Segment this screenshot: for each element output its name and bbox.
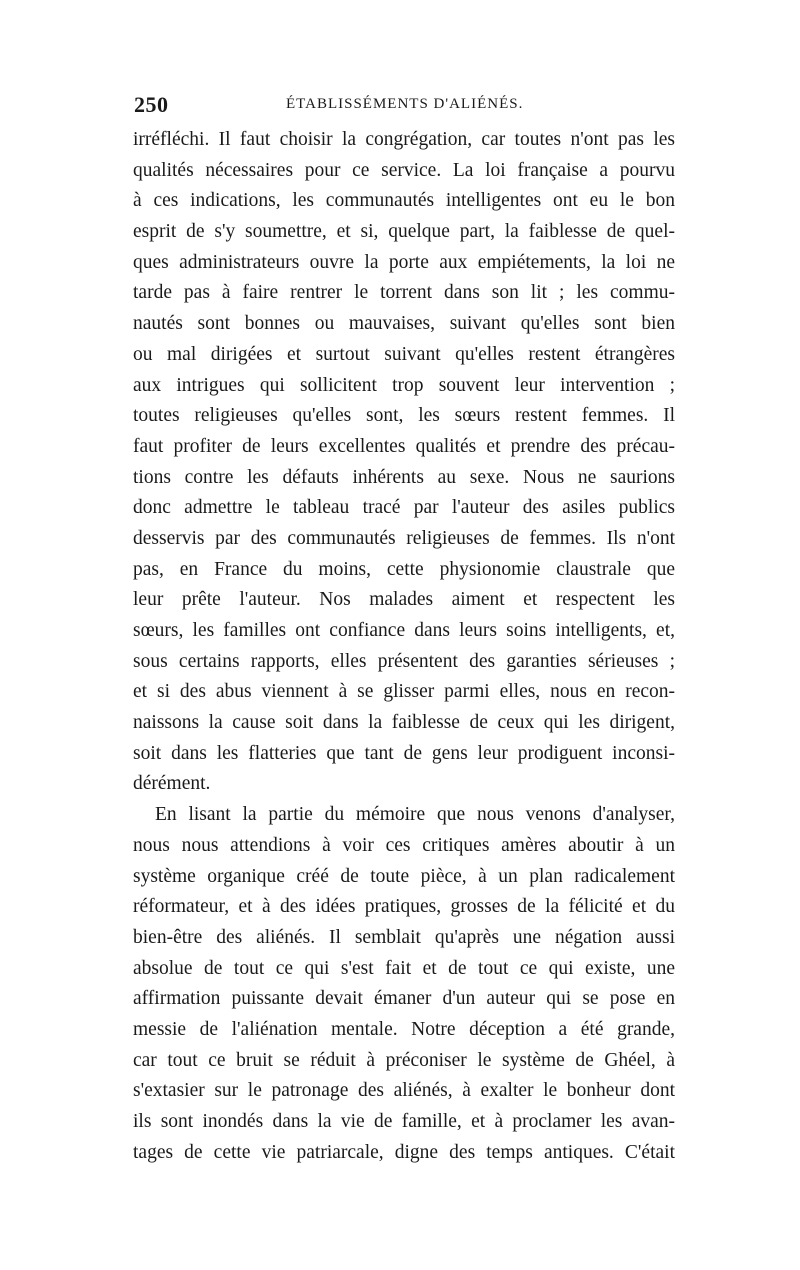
text-line: réformateur, et à des idées pratiques, grosses de la félicité et du [133, 896, 675, 918]
text-line: absolue de tout ce qui s'est fait et de tout ce qui existe, une [133, 957, 675, 979]
text-line: dérément. [133, 773, 211, 795]
text-line: à ces indications, les communautés intelligentes ont eu le bon [133, 190, 675, 212]
text-line: sœurs, les familles ont confiance dans leurs soins intelligents, et, [133, 620, 675, 641]
text-line: desservis par des communautés religieuses de femmes. Ils n'ont [133, 527, 675, 549]
text-line: qualités nécessaires pour ce service. La loi française a pourvu [133, 159, 675, 181]
text-line: et si des abus viennent à se glisser parmi elles, nous en recon- [133, 681, 675, 703]
text-line: tarde pas à faire rentrer le torrent dans son lit ; les commu- [133, 282, 675, 304]
body-text [133, 125, 675, 1168]
text-line: tions contre les défauts inhérents au sexe. Nous ne saurions [133, 466, 675, 488]
text-line: ques administrateurs ouvre la porte aux empiétements, la loi ne [133, 251, 675, 273]
paragraph [133, 125, 675, 800]
text-line: bien-être des aliénés. Il semblait qu'après une négation aussi [133, 926, 675, 948]
text-line: affirmation puissante devait émaner d'un auteur qui se pose en [133, 988, 675, 1010]
running-title: ÉTABLISSÉMENTS D'ALIÉNÉS. [286, 96, 524, 112]
text-line: ils sont inondés dans la vie de famille, et à proclamer les avan- [133, 1111, 675, 1132]
text-line: toutes religieuses qu'elles sont, les sœurs restent femmes. Il [133, 405, 675, 427]
text-line: aux intrigues qui sollicitent trop souvent leur intervention ; [133, 374, 675, 396]
text-line: esprit de s'y soumettre, et si, quelque part, la faiblesse de quel- [133, 221, 675, 243]
text-line: naissons la cause soit dans la faiblesse de ceux qui les dirigent, [133, 712, 675, 734]
text-line: nautés sont bonnes ou mauvaises, suivant qu'elles sont bien [133, 313, 675, 335]
text-line: En lisant la partie du mémoire que nous venons d'analyser, [155, 804, 675, 826]
text-line: s'extasier sur le patronage des aliénés, à exalter le bonheur dont [133, 1080, 675, 1102]
text-line: nous nous attendions à voir ces critiques amères aboutir à un [133, 834, 675, 856]
paragraph [133, 800, 675, 1168]
text-line: soit dans les flatteries que tant de gens leur prodiguent inconsi- [133, 742, 675, 764]
text-line: système organique créé de toute pièce, à un plan radicalement [133, 865, 675, 887]
text-line: leur prête l'auteur. Nos malades aiment et respectent les [133, 589, 675, 611]
text-line: sous certains rapports, elles présentent des garanties sérieuses ; [133, 650, 675, 672]
text-line: pas, en France du moins, cette physionomie claustrale que [133, 558, 675, 580]
text-line: donc admettre le tableau tracé par l'auteur des asiles publics [133, 497, 675, 519]
text-line: faut profiter de leurs excellentes qualités et prendre des précau- [133, 435, 675, 457]
text-line: ou mal dirigées et surtout suivant qu'elles restent étrangères [133, 343, 675, 365]
running-head [134, 92, 674, 122]
text-line: irréfléchi. Il faut choisir la congrégation, car toutes n'ont pas les [133, 129, 675, 150]
text-line: messie de l'aliénation mentale. Notre déception a été grande, [133, 1018, 675, 1040]
page-number: 250 [134, 92, 169, 117]
text-line: tages de cette vie patriarcale, digne des temps antiques. C'était [133, 1141, 675, 1163]
text-line: car tout ce bruit se réduit à préconiser le système de Ghéel, à [133, 1049, 675, 1071]
